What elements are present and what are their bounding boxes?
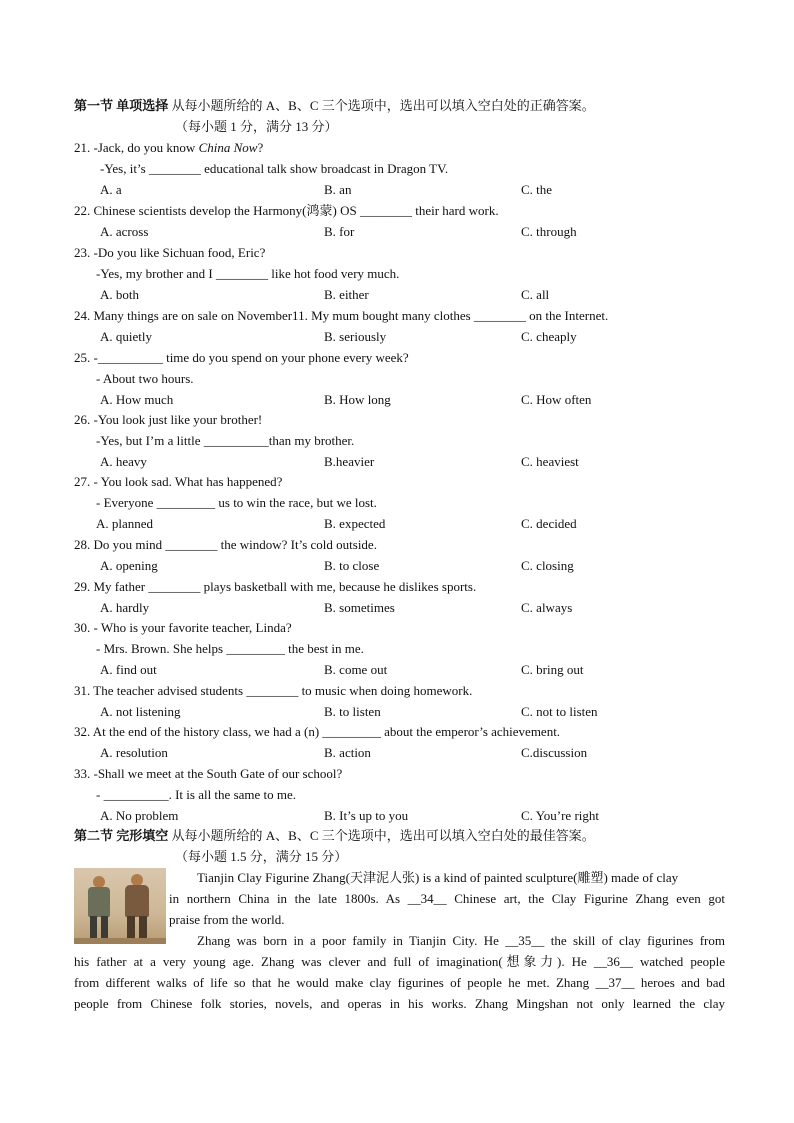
option-b[interactable]: B. for (324, 224, 355, 239)
question-text: Do you mind ________ the window? It’s cold outside. (93, 537, 377, 552)
question-number: 24. (74, 308, 91, 323)
passage-line: Zhang was born in a poor family in Tianjin City. He __35__ the skill of clay figurines from (197, 933, 725, 948)
option-b[interactable]: B. come out (324, 662, 388, 677)
option-c[interactable]: C. bring out (521, 662, 584, 677)
option-b[interactable]: B. seriously (324, 329, 387, 344)
question-number: 33. (74, 766, 91, 781)
passage-line: Tianjin Clay Figurine Zhang(天津泥人张) is a kind of painted sculpture(雕塑) made of clay (197, 870, 679, 885)
clay-figurine-photo (74, 868, 166, 944)
section2-instruction: 从每小题所给的 A、B、C 三个选项中，选出可以填入空白处的最佳答案。 (171, 828, 595, 843)
option-a[interactable]: A. quietly (100, 329, 152, 344)
question-26 (74, 411, 262, 428)
section2-header (74, 827, 595, 844)
question-text: -You look just like your brother! (93, 412, 263, 427)
option-b[interactable]: B. to close (324, 558, 380, 573)
question-28 (74, 536, 377, 553)
question-33 (74, 765, 342, 782)
question-number: 26. (74, 412, 91, 427)
passage-line: from different walks of life so that he would make clay figurines of people he met. Zhang __37__ heroes and bad (74, 975, 725, 990)
option-b[interactable]: B. either (324, 287, 369, 302)
question-number: 28. (74, 537, 91, 552)
option-c[interactable]: C. heaviest (521, 454, 579, 469)
question-text: -__________ time do you spend on your phone every week? (93, 350, 409, 365)
option-b[interactable]: B. sometimes (324, 600, 395, 615)
question-text: Many things are on sale on November11. My mum bought many clothes ________ on the Internet. (93, 308, 609, 323)
section2-title: 第二节 完形填空 (74, 828, 169, 843)
question-text-line: - __________. It is all the same to me. (96, 787, 297, 802)
passage-line: people from Chinese folk stories, novels, and operas in his works. Zhang Mingshan not only learned the clay (74, 996, 725, 1011)
section1-instruction: 从每小题所给的 A、B、C 三个选项中，选出可以填入空白处的正确答案。 (171, 98, 595, 113)
question-text: -Do you like Sichuan food, Eric? (93, 245, 266, 260)
option-c[interactable]: C. through (521, 224, 577, 239)
question-italic-title: China Now (198, 140, 258, 155)
passage-line: praise from the world. (169, 912, 285, 927)
question-31 (74, 682, 472, 699)
option-a[interactable]: A. both (100, 287, 139, 302)
question-text: My father ________ plays basketball with me, because he dislikes sports. (93, 579, 477, 594)
question-22 (74, 202, 499, 219)
option-c[interactable]: C.discussion (521, 745, 588, 760)
option-b[interactable]: B. How long (324, 392, 391, 407)
option-b[interactable]: B. to listen (324, 704, 381, 719)
question-text-line: -Yes, my brother and I ________ like hot food very much. (96, 266, 400, 281)
option-a[interactable]: A. heavy (100, 454, 147, 469)
option-b[interactable]: B. It’s up to you (324, 808, 409, 823)
question-30 (74, 619, 292, 636)
option-c[interactable]: C. cheaply (521, 329, 577, 344)
option-c[interactable]: C. always (521, 600, 573, 615)
option-a[interactable]: A. planned (96, 516, 154, 531)
question-text: - Who is your favorite teacher, Linda? (93, 620, 292, 635)
question-text-line: - Everyone _________ us to win the race, but we lost. (96, 495, 377, 510)
question-number: 22. (74, 203, 91, 218)
passage-line: his father at a very young age. Zhang was clever and full of imagination(想象力). He __36__ watched people (74, 954, 725, 969)
question-text: -Shall we meet at the South Gate of our school? (93, 766, 343, 781)
option-a[interactable]: A. not listening (100, 704, 181, 719)
question-number: 25. (74, 350, 91, 365)
question-number: 29. (74, 579, 91, 594)
question-23 (74, 244, 265, 261)
option-a[interactable]: A. No problem (100, 808, 179, 823)
question-number: 32. (74, 724, 91, 739)
option-c[interactable]: C. You’re right (521, 808, 600, 823)
question-text-line: -Yes, it’s ________ educational talk show broadcast in Dragon TV. (100, 161, 449, 176)
question-text-line: - About two hours. (96, 371, 194, 386)
question-number: 21. (74, 140, 91, 155)
option-c[interactable]: C. not to listen (521, 704, 598, 719)
question-number: 31. (74, 683, 91, 698)
question-text: At the end of the history class, we had a (n) _________ about the emperor’s achievement. (92, 724, 561, 739)
question-text-line: - Mrs. Brown. She helps _________ the best in me. (96, 641, 364, 656)
passage-line: in northern China in the late 1800s. As __34__ Chinese art, the Clay Figurine Zhang even got (169, 891, 725, 906)
question-21 (74, 139, 263, 156)
question-text: -Jack, do you know (93, 140, 199, 155)
question-text-tail: ? (257, 140, 264, 155)
section2-scoring: （每小题 1.5 分，满分 15 分） (175, 849, 348, 864)
figurine-left (86, 876, 112, 938)
option-c[interactable]: C. closing (521, 558, 574, 573)
option-c[interactable]: C. all (521, 287, 550, 302)
question-text-line: -Yes, but I’m a little __________than my brother. (96, 433, 355, 448)
section1-scoring: （每小题 1 分，满分 13 分） (175, 119, 338, 134)
question-32 (74, 723, 560, 740)
section1-header (74, 97, 595, 114)
question-text: - You look sad. What has happened? (93, 474, 283, 489)
section1-title: 第一节 单项选择 (74, 98, 169, 113)
option-a[interactable]: A. How much (100, 392, 174, 407)
figurine-right (122, 874, 152, 938)
option-a[interactable]: A. across (100, 224, 149, 239)
option-b[interactable]: B. action (324, 745, 371, 760)
option-a[interactable]: A. a (100, 182, 122, 197)
option-c[interactable]: C. the (521, 182, 553, 197)
question-text: The teacher advised students ________ to music when doing homework. (93, 683, 473, 698)
option-a[interactable]: A. opening (100, 558, 158, 573)
question-27 (74, 473, 282, 490)
question-number: 30. (74, 620, 91, 635)
question-24 (74, 307, 608, 324)
option-a[interactable]: A. hardly (100, 600, 150, 615)
question-29 (74, 578, 476, 595)
question-number: 23. (74, 245, 91, 260)
option-b[interactable]: B.heavier (324, 454, 375, 469)
option-a[interactable]: A. find out (100, 662, 157, 677)
question-25 (74, 349, 409, 366)
option-c[interactable]: C. How often (521, 392, 592, 407)
question-number: 27. (74, 474, 91, 489)
option-c[interactable]: C. decided (521, 516, 577, 531)
option-a[interactable]: A. resolution (100, 745, 168, 760)
question-text: Chinese scientists develop the Harmony(鸿蒙) OS ________ their hard work. (93, 203, 499, 218)
option-b[interactable]: B. expected (324, 516, 386, 531)
option-b[interactable]: B. an (324, 182, 352, 197)
